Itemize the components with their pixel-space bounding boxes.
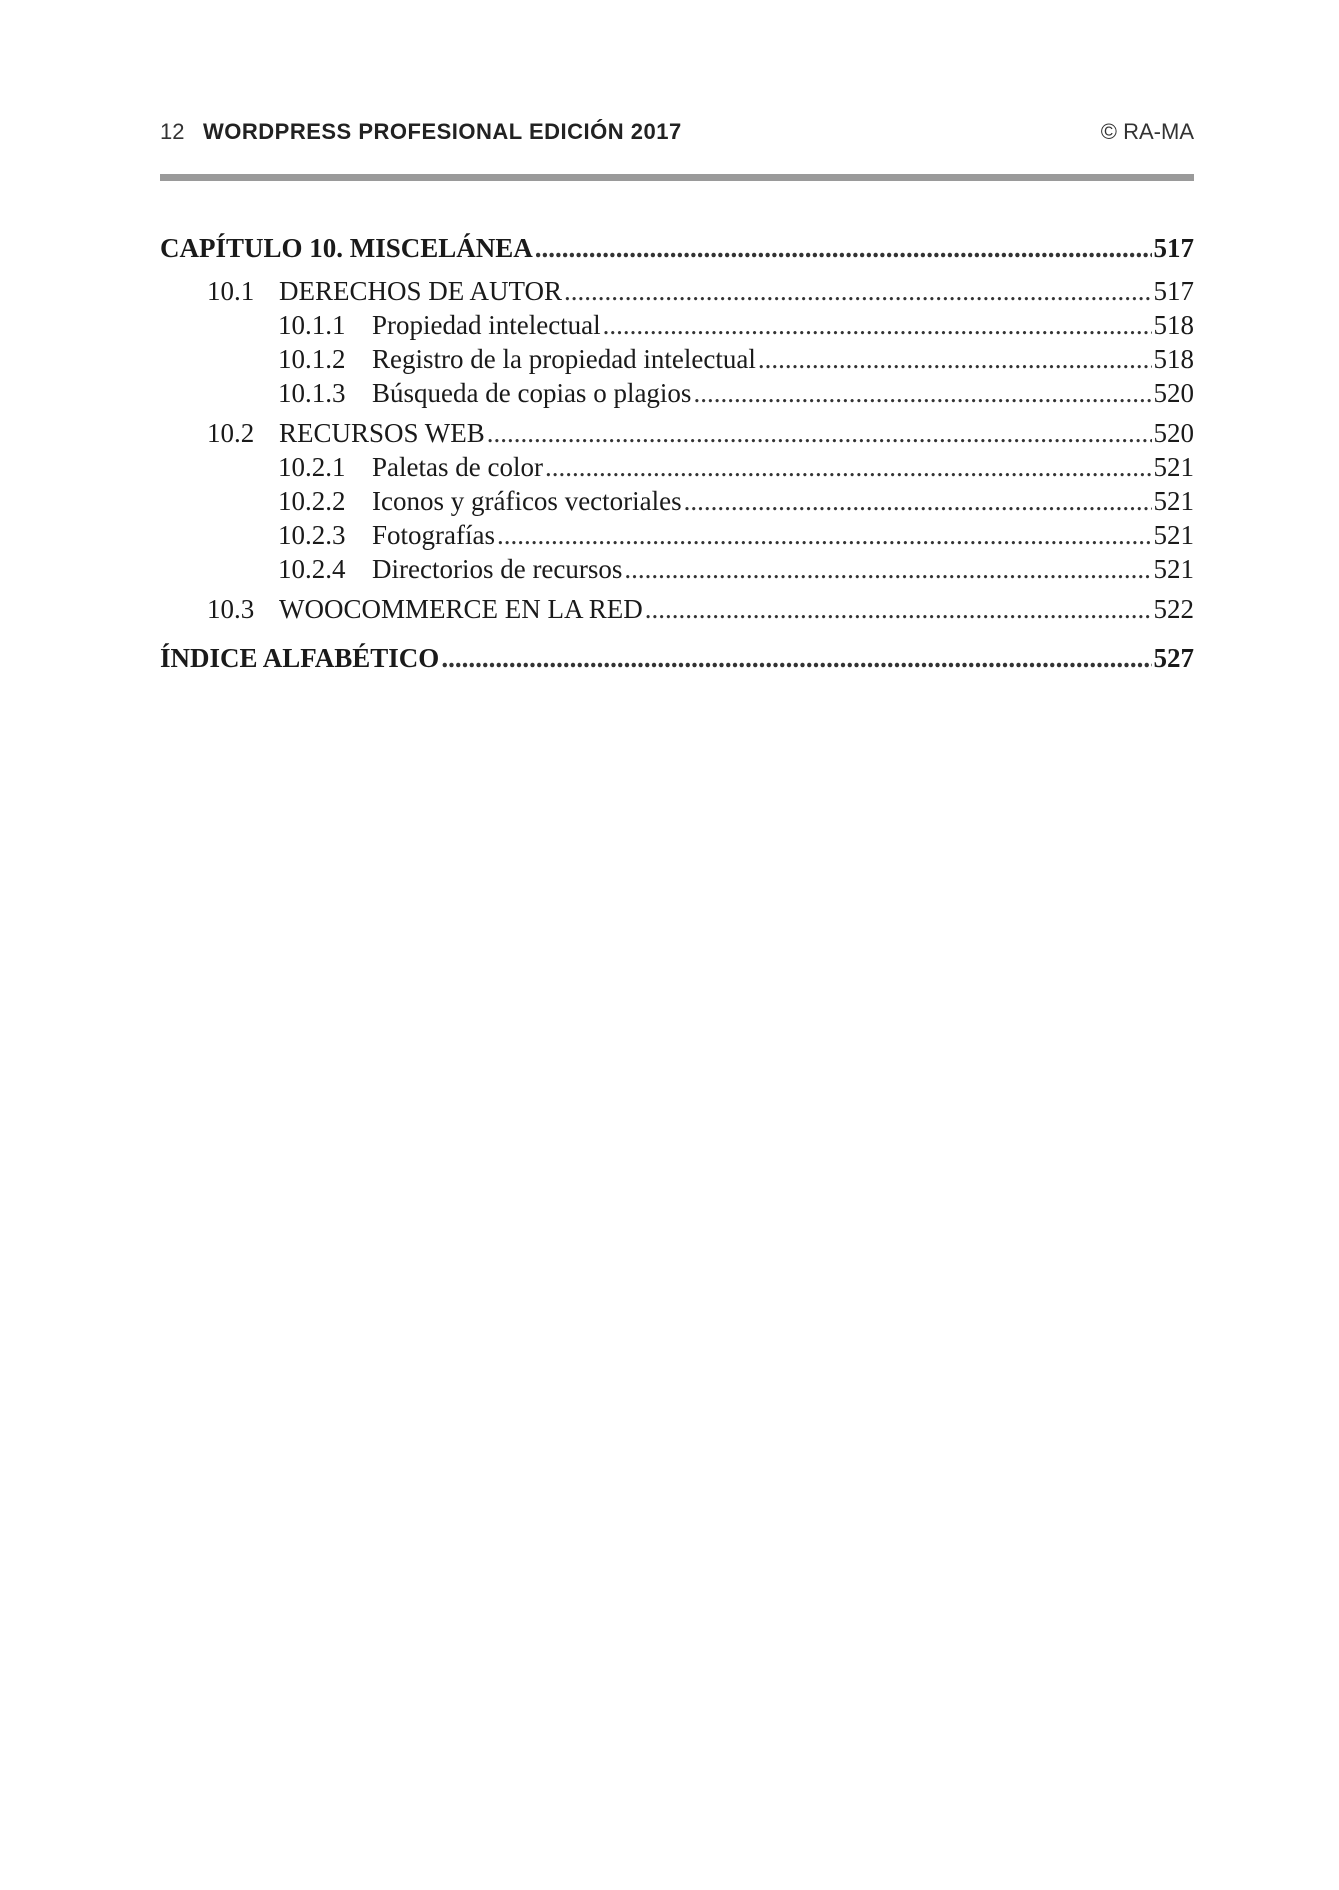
- toc-entry-title: Registro de la propiedad intelectual: [372, 344, 756, 374]
- toc-entry-number: 10.3: [207, 594, 255, 624]
- toc-entry-number: 10.1.2: [278, 344, 346, 374]
- dot-leader: [693, 376, 1151, 410]
- dot-leader: [758, 342, 1152, 376]
- toc-entry: [160, 308, 1194, 342]
- toc-entry-title: Paletas de color: [372, 452, 543, 482]
- toc-entry-page: 521: [1153, 486, 1194, 516]
- toc-entry-number: 10.2.1: [278, 452, 346, 482]
- dot-leader: [603, 308, 1152, 342]
- toc-entry: [160, 638, 1194, 678]
- toc-entry-title: Directorios de recursos: [372, 554, 623, 584]
- toc-entry-page: 521: [1153, 520, 1194, 550]
- toc-entry-page: 521: [1153, 554, 1194, 584]
- toc-entry-title: Búsqueda de copias o plagios: [372, 378, 692, 408]
- toc-entry: [160, 592, 1194, 626]
- toc-entry-page: 518: [1153, 310, 1194, 340]
- dot-leader: [684, 484, 1152, 518]
- publisher-mark: © RA-MA: [1100, 119, 1194, 144]
- toc-entry-page: 517: [1153, 276, 1194, 306]
- page-header: [160, 112, 1194, 152]
- toc-entry-number: 10.2: [207, 418, 255, 448]
- page-number: 12: [160, 119, 185, 144]
- toc-entry-title: Fotografías: [372, 520, 495, 550]
- toc-entry-number: 10.1: [207, 276, 255, 306]
- dot-leader: [487, 416, 1152, 450]
- toc-entry-number: 10.1.3: [278, 378, 346, 408]
- toc-entry-page: 520: [1153, 418, 1194, 448]
- toc-entry-page: 521: [1153, 452, 1194, 482]
- toc-entry-page: 518: [1153, 344, 1194, 374]
- toc-entry: [160, 484, 1194, 518]
- dot-leader: [624, 552, 1151, 586]
- toc-entry-page: 520: [1153, 378, 1194, 408]
- toc-entry-number: 10.1.1: [278, 310, 346, 340]
- toc-entry: [160, 518, 1194, 552]
- toc-entry-title: Iconos y gráficos vectoriales: [372, 486, 682, 516]
- toc-entry-page: 522: [1153, 594, 1194, 624]
- toc-entry-title: CAPÍTULO 10. MISCELÁNEA: [160, 233, 533, 263]
- header-rule: [160, 174, 1194, 181]
- table-of-contents: [160, 228, 1194, 678]
- toc-entry-page: 527: [1153, 643, 1194, 673]
- dot-leader: [497, 518, 1152, 552]
- toc-entry: [160, 228, 1194, 268]
- toc-entry: [160, 342, 1194, 376]
- toc-entry: [160, 274, 1194, 308]
- toc-entry-title: WOOCOMMERCE EN LA RED: [279, 594, 643, 624]
- toc-entry-number: 10.2.2: [278, 486, 346, 516]
- toc-entry: [160, 450, 1194, 484]
- dot-leader: [645, 592, 1152, 626]
- dot-leader: [564, 274, 1151, 308]
- toc-entry: [160, 416, 1194, 450]
- dot-leader: [441, 638, 1151, 678]
- toc-entry-page: 517: [1153, 233, 1194, 263]
- toc-entry-title: RECURSOS WEB: [279, 418, 485, 448]
- toc-entry-title: DERECHOS DE AUTOR: [279, 276, 563, 306]
- book-title: WORDPRESS PROFESIONAL EDICIÓN 2017: [203, 119, 682, 144]
- toc-entry-number: 10.2.4: [278, 554, 346, 584]
- toc-entry-title: ÍNDICE ALFABÉTICO: [160, 643, 440, 673]
- toc-entry-number: 10.2.3: [278, 520, 346, 550]
- dot-leader: [535, 228, 1152, 268]
- toc-entry: [160, 376, 1194, 410]
- dot-leader: [545, 450, 1152, 484]
- toc-entry-title: Propiedad intelectual: [372, 310, 601, 340]
- toc-entry: [160, 552, 1194, 586]
